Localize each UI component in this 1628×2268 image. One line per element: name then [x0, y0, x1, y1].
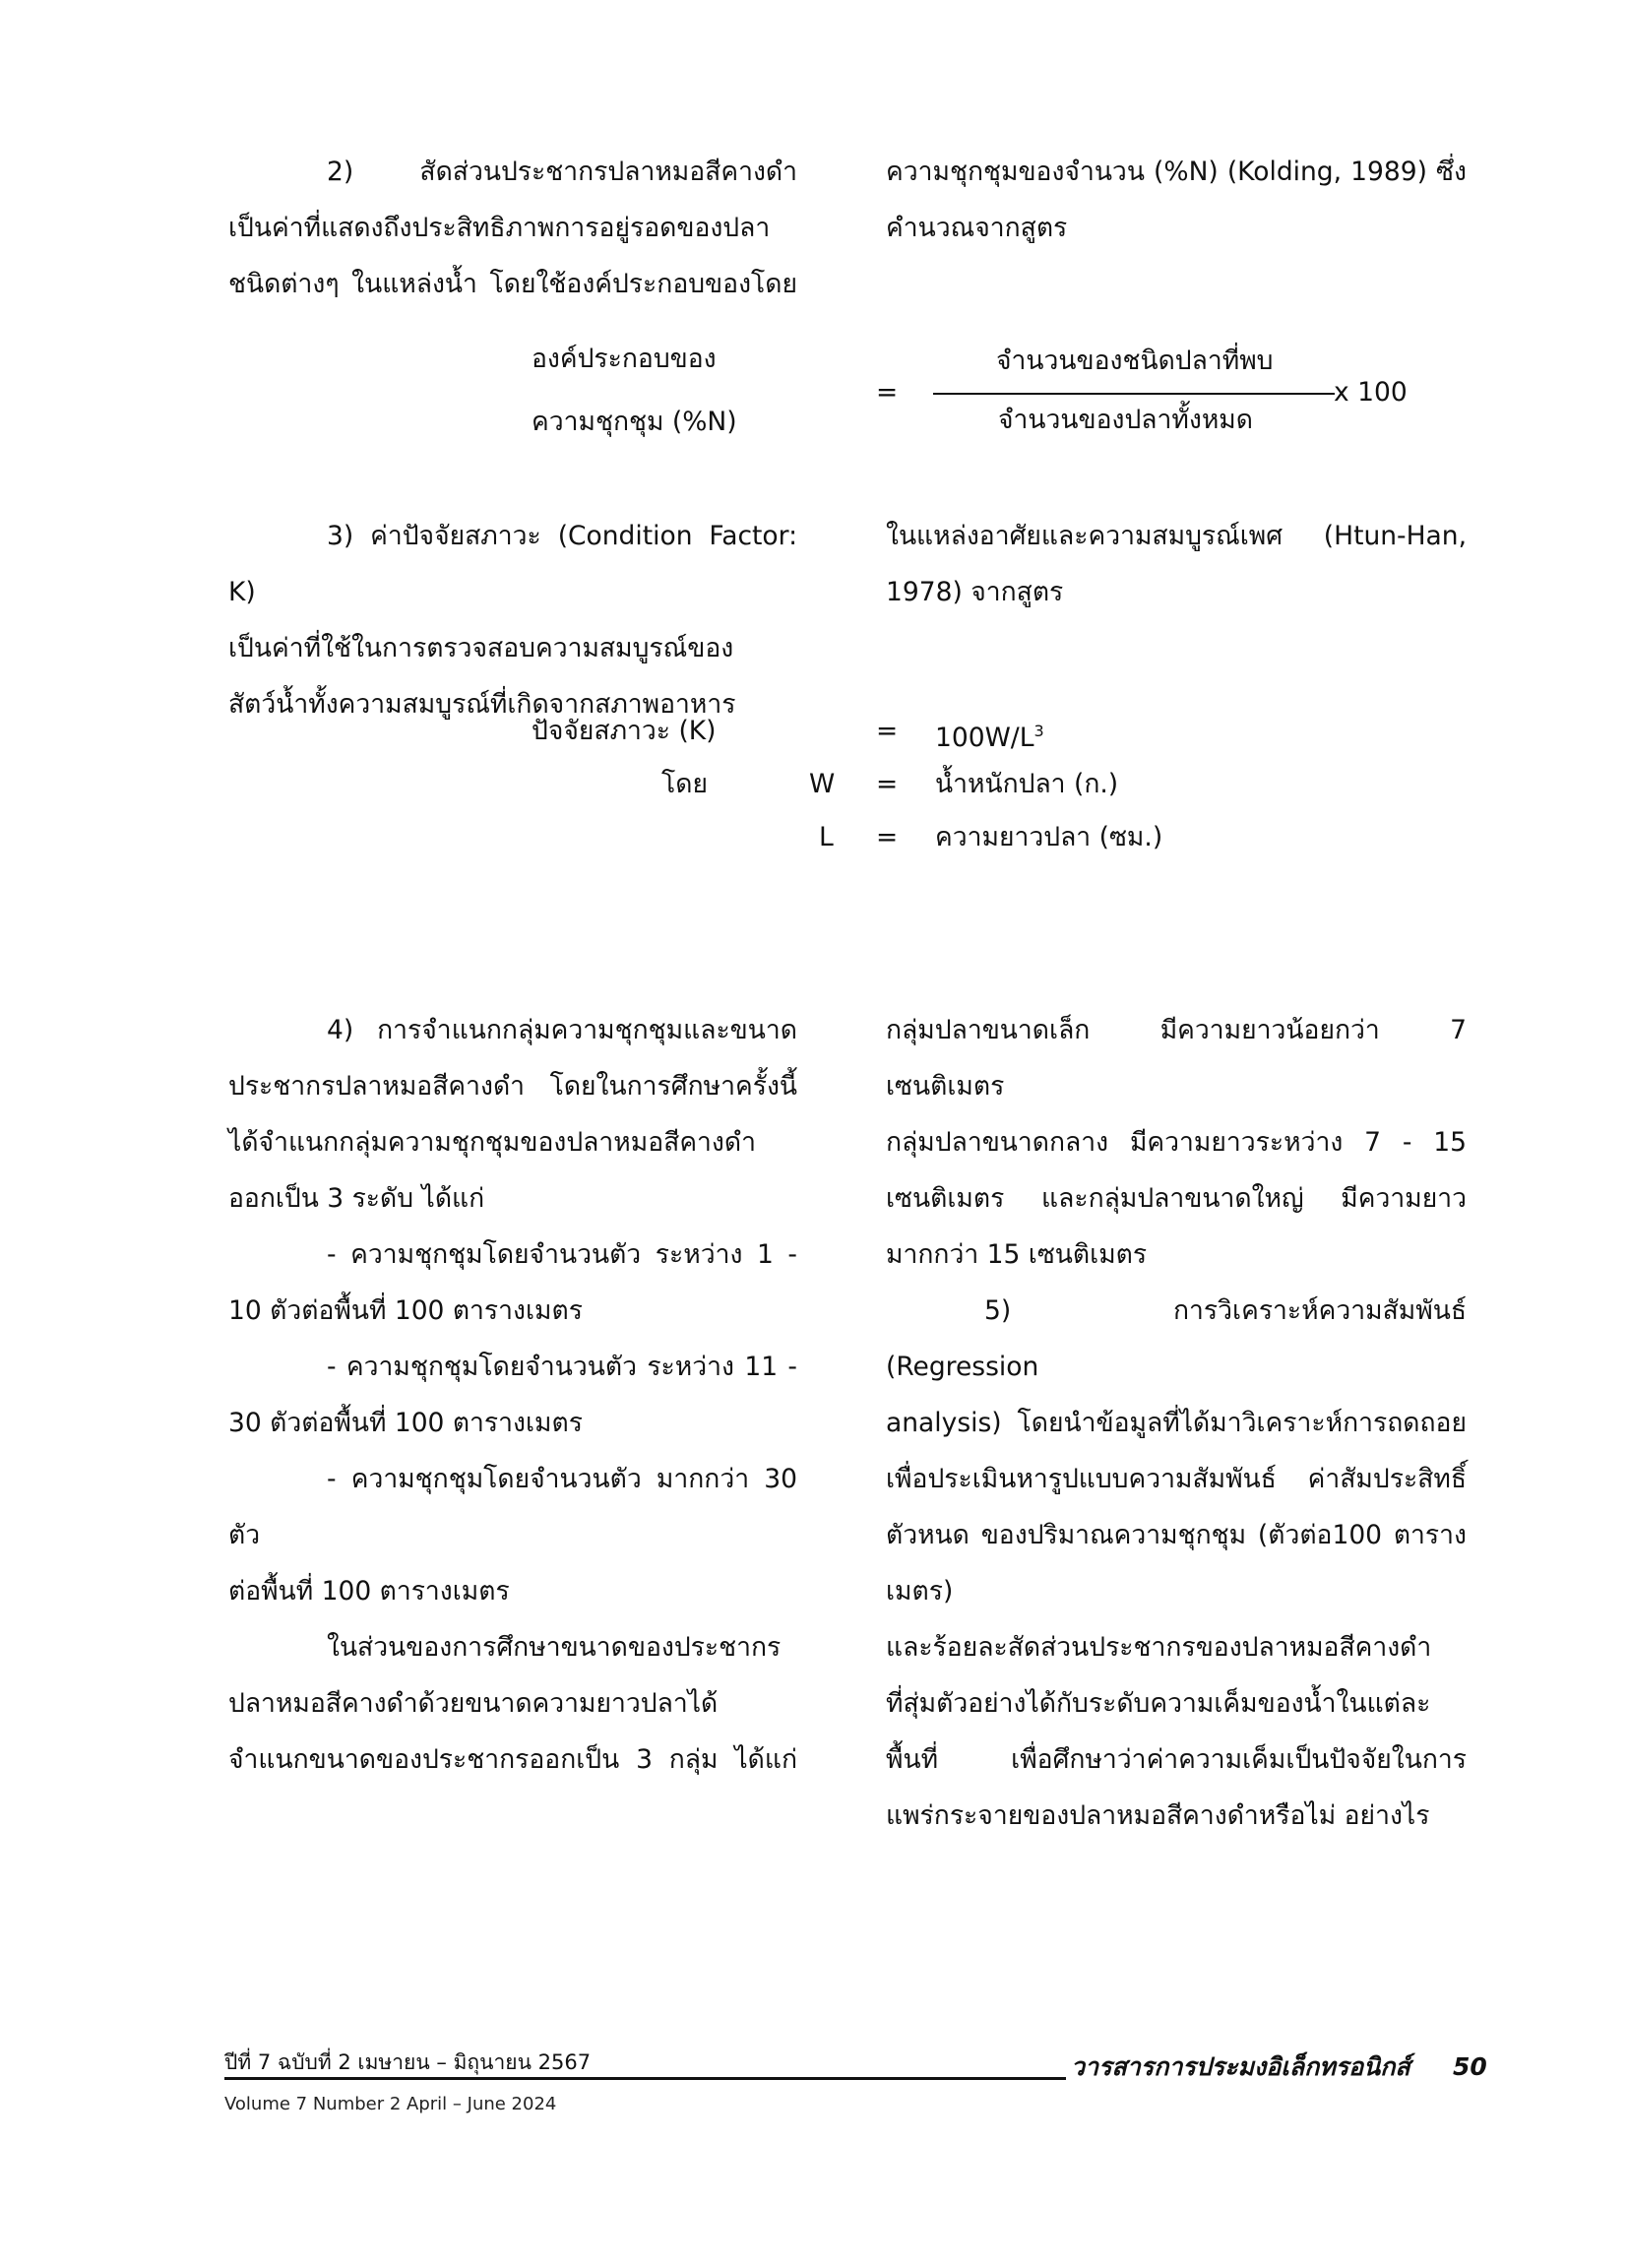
formula2-rhs-exponent: 3	[1033, 722, 1044, 740]
section3-right-column	[886, 508, 1467, 620]
section4-line: 10 ตัวต่อพื้นที่ 100 ตารางเมตร	[228, 1295, 583, 1326]
section4-line: เซนติเมตร และกลุ่มปลาขนาดใหญ่ มีความยาว	[886, 1183, 1467, 1214]
section3-left-column	[228, 508, 797, 732]
section4-right-column	[886, 1002, 1467, 1844]
section4-line: 4) การจำแนกกลุ่มความชุกชุมและขนาด	[327, 1015, 797, 1045]
formula1-multiplier: x 100	[1334, 377, 1408, 408]
formula2-l-definition: ความยาวปลา (ซม.)	[935, 822, 1163, 852]
formula1-lhs-line2: ความชุกชุม (%N)	[532, 407, 737, 437]
formula2-rhs	[935, 715, 1044, 755]
section4-line: ปลาหมอสีคางดำด้วยขนาดความยาวปลาได้	[228, 1688, 719, 1719]
formula2-rhs-base: 100W/L	[935, 722, 1034, 753]
section4-line: 30 ตัวต่อพื้นที่ 100 ตารางเมตร	[228, 1408, 583, 1438]
section2-line: ความชุกชุมของจำนวน (%N) (Kolding, 1989) ซึ่ง	[886, 157, 1467, 187]
section5-line: เพื่อประเมินหารูปแบบความสัมพันธ์ ค่าสัมประสิทธิ์	[886, 1464, 1467, 1494]
section3-line: สัตว์น้ำทั้งความสมบูรณ์ที่เกิดจากสภาพอาหาร	[228, 689, 736, 720]
formula1-equals: =	[876, 377, 899, 408]
section5-line: และร้อยละสัดส่วนประชากรของปลาหมอสีคางดำ	[886, 1632, 1432, 1663]
section2-line: เป็นค่าที่แสดงถึงประสิทธิภาพการอยู่รอดของปลา	[228, 213, 771, 243]
section3-line: 1978) จากสูตร	[886, 577, 1064, 607]
section4-line: ประชากรปลาหมอสีคางดำ โดยในการศึกษาครั้งนี้	[228, 1071, 797, 1102]
section4-line: - ความชุกชุมโดยจำนวนตัว มากกว่า 30 ตัว	[228, 1464, 797, 1550]
section4-left-column	[228, 1002, 797, 1788]
section4-line: ในส่วนของการศึกษาขนาดของประชากร	[327, 1632, 782, 1663]
section3-line: เป็นค่าที่ใช้ในการตรวจสอบความสมบูรณ์ของ	[228, 633, 734, 663]
formula2-equals: =	[876, 716, 899, 746]
section4-line: มากกว่า 15 เซนติเมตร	[886, 1239, 1148, 1270]
formula2-where-word: โดย	[661, 769, 708, 799]
section4-line: กลุ่มปลาขนาดเล็ก มีความยาวน้อยกว่า 7 เซนติเมตร	[886, 1015, 1467, 1102]
section2-line: 2) สัดส่วนประชากรปลาหมอสีคางดำ	[327, 157, 797, 187]
section2-line: คำนวณจากสูตร	[886, 213, 1068, 243]
formula2-w-definition: น้ำหนักปลา (ก.)	[935, 769, 1119, 799]
formula2-l-symbol: L	[819, 822, 834, 852]
formula2-l-equals: =	[876, 822, 899, 852]
footer-issue-thai: ปีที่ 7 ฉบับที่ 2 เมษายน – มิถุนายน 2567	[224, 2050, 592, 2074]
section5-line: analysis) โดยนำข้อมูลที่ได้มาวิเคราะห์การถดถอย	[886, 1408, 1467, 1438]
section5-line: แพร่กระจายของปลาหมอสีคางดำหรือไม่ อย่างไร	[886, 1800, 1430, 1831]
section2-right-column	[886, 144, 1467, 256]
section4-line: ได้จำแนกกลุ่มความชุกชุมของปลาหมอสีคางดำ	[228, 1127, 756, 1158]
section5-line: 5) การวิเคราะห์ความสัมพันธ์ (Regression	[886, 1295, 1467, 1382]
formula1-numerator: จำนวนของชนิดปลาที่พบ	[996, 346, 1274, 376]
section5-line: ที่สุ่มตัวอย่างได้กับระดับความเค็มของน้ำในแต่ละ	[886, 1688, 1431, 1719]
section4-line: ต่อพื้นที่ 100 ตารางเมตร	[228, 1576, 510, 1606]
formula2-w-equals: =	[876, 769, 899, 799]
section4-line: - ความชุกชุมโดยจำนวนตัว ระหว่าง 1 -	[327, 1239, 797, 1270]
section3-line: ในแหล่งอาศัยและความสมบูรณ์เพศ (Htun-Han,	[886, 521, 1467, 551]
page-number: 50	[1453, 2052, 1487, 2081]
section5-line: ตัวหนด ของปริมาณความชุกชุม (ตัวต่อ100 ตารางเมตร)	[886, 1520, 1467, 1606]
section2-line: ชนิดต่างๆ ในแหล่งน้ำ โดยใช้องค์ประกอบของโดย	[228, 269, 797, 299]
section2-left-column	[228, 144, 797, 312]
formula1-fraction-bar	[933, 393, 1335, 395]
formula2-w-symbol: W	[809, 769, 836, 799]
section4-line: กลุ่มปลาขนาดกลาง มีความยาวระหว่าง 7 - 15	[886, 1127, 1467, 1158]
formula2-lhs: ปัจจัยสภาวะ (K)	[532, 716, 717, 746]
section3-line: 3) ค่าปัจจัยสภาวะ (Condition Factor: K)	[228, 521, 797, 607]
section4-line: ออกเป็น 3 ระดับ ได้แก่	[228, 1183, 485, 1214]
section5-line: พื้นที่ เพื่อศึกษาว่าค่าความเค็มเป็นปัจจัยในการ	[886, 1744, 1467, 1775]
formula1-denominator: จำนวนของปลาทั้งหมด	[998, 405, 1253, 435]
section4-line: จำแนกขนาดของประชากรออกเป็น 3 กลุ่ม ได้แก่	[228, 1744, 797, 1775]
footer-journal-name: วารสารการประมงอิเล็กทรอนิกส์	[1071, 2052, 1410, 2081]
formula1-lhs-line1: องค์ประกอบของ	[532, 344, 717, 374]
footer-issue-english: Volume 7 Number 2 April – June 2024	[224, 2094, 557, 2114]
section4-line: - ความชุกชุมโดยจำนวนตัว ระหว่าง 11 -	[327, 1352, 797, 1382]
footer-rule	[224, 2077, 1066, 2080]
